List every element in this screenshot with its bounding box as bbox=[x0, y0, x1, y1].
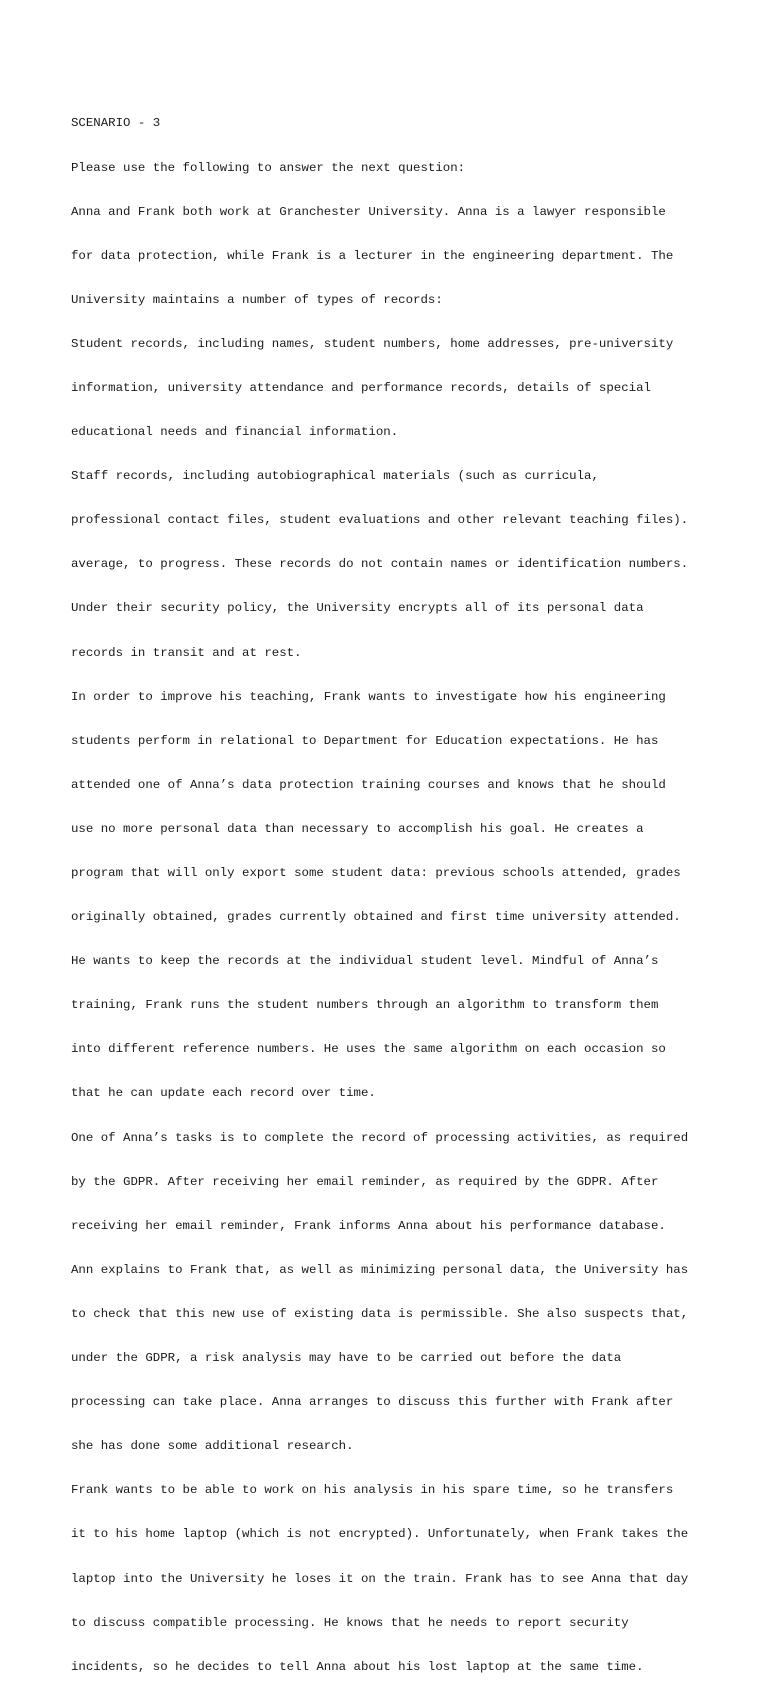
text-line: Student records, including names, student numbers, home addresses, pre-university bbox=[71, 336, 674, 351]
text-line: information, university attendance and performance records, details of special bbox=[71, 380, 651, 395]
text-line: program that will only export some student data: previous schools attended, grades bbox=[71, 866, 681, 880]
text-line: records in transit and at rest. bbox=[71, 645, 302, 660]
text-line: processing can take place. Anna arranges to discuss this further with Frank after bbox=[71, 1395, 674, 1410]
text-line: professional contact files, student evaluations and other relevant teaching files). bbox=[71, 513, 689, 528]
text-line: Ann explains to Frank that, as well as minimizing personal data, the University has bbox=[71, 1262, 689, 1277]
text-line: incidents, so he decides to tell Anna about his lost laptop at the same time. bbox=[71, 1659, 644, 1674]
text-line: use no more personal data than necessary to accomplish his goal. He creates a bbox=[71, 821, 644, 836]
text-line: Anna and Frank both work at Granchester University. Anna is a lawyer responsible bbox=[71, 204, 666, 219]
text-line: Under their security policy, the University encrypts all of its personal data bbox=[71, 601, 644, 616]
text-line: under the GDPR, a risk analysis may have to be carried out before the data bbox=[71, 1351, 622, 1366]
text-line: she has done some additional research. bbox=[71, 1439, 354, 1454]
text-line: One of Anna’s tasks is to complete the record of processing activities, as required bbox=[71, 1130, 689, 1145]
text-line: training, Frank runs the student numbers through an algorithm to transform them bbox=[71, 998, 659, 1013]
text-line: average, to progress. These records do not contain names or identification numbers. bbox=[71, 557, 689, 572]
text-line: educational needs and financial information. bbox=[71, 425, 399, 440]
text-line: Staff records, including autobiographical materials (such as curricula, bbox=[71, 469, 599, 484]
text-line: receiving her email reminder, Frank informs Anna about his performance database. bbox=[71, 1218, 666, 1233]
text-line: it to his home laptop (which is not encrypted). Unfortunately, when Frank takes the bbox=[71, 1527, 689, 1542]
text-line: to discuss compatible processing. He knows that he needs to report security bbox=[71, 1615, 629, 1630]
text-line: by the GDPR. After receiving her email reminder, as required by the GDPR. After bbox=[71, 1174, 659, 1189]
text-line: In order to improve his teaching, Frank wants to investigate how his engineering bbox=[71, 689, 666, 704]
text-line: into different reference numbers. He uses the same algorithm on each occasion so bbox=[71, 1042, 666, 1057]
scenario-heading: SCENARIO - 3 bbox=[71, 116, 161, 131]
text-line: originally obtained, grades currently obtained and first time university attended. bbox=[71, 910, 681, 925]
document-page bbox=[71, 87, 711, 1689]
text-line: University maintains a number of types of records: bbox=[71, 292, 443, 307]
text-line: He wants to keep the records at the individual student level. Mindful of Anna’s bbox=[71, 954, 659, 969]
text-line: for data protection, while Frank is a lecturer in the engineering department. The bbox=[71, 248, 674, 263]
instruction-line: Please use the following to answer the next question: bbox=[71, 160, 466, 175]
text-line: to check that this new use of existing data is permissible. She also suspects that, bbox=[71, 1306, 689, 1321]
text-line: laptop into the University he loses it on the train. Frank has to see Anna that day bbox=[71, 1571, 689, 1586]
text-line: attended one of Anna’s data protection training courses and knows that he should bbox=[71, 777, 666, 792]
text-line: that he can update each record over time. bbox=[71, 1086, 376, 1101]
text-line: Frank wants to be able to work on his analysis in his spare time, so he transfers bbox=[71, 1483, 674, 1498]
text-line: students perform in relational to Department for Education expectations. He has bbox=[71, 733, 659, 748]
